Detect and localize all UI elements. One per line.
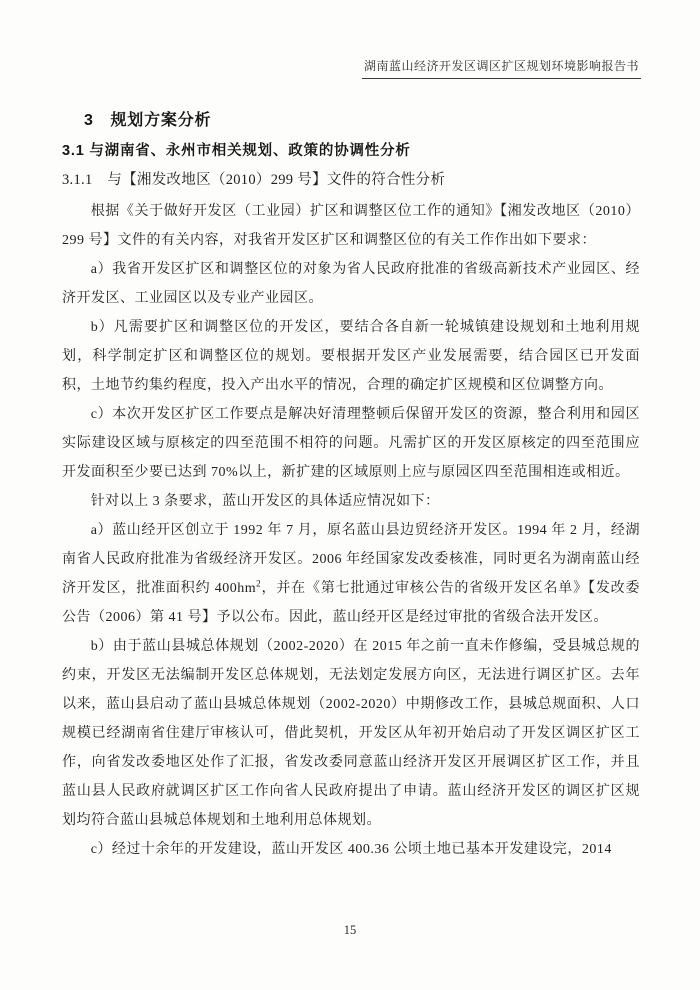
section-heading: 3 规划方案分析 (84, 112, 212, 129)
paragraph: 根据《关于做好开发区（工业园）扩区和调整区位工作的通知》【湘发改地区（2010）299 号】文件的有关内容，对我省开发区扩区和调整区位的有关工作作出如下要求： (62, 204, 640, 248)
paragraph-container (62, 197, 640, 864)
running-header (362, 57, 641, 79)
page-footer (0, 923, 700, 938)
running-header-title: 湖南蓝山经济开发区调区扩区规划环境影响报告书 (362, 57, 641, 79)
paragraph: b）凡需要扩区和调整区位的开发区，要结合各自新一轮城镇建设规划和土地利用规划，科学制定扩区和调整区位的规划。要根据开发区产业发展需要，结合园区已开发面积，土地节约集约程度，投入产出水平的情况，合理的确定扩区规模和区位调整方向。 (62, 320, 640, 393)
paragraph: c）经过十余年的开发建设，蓝山开发区 400.36 公顷土地已基本开发建设完，2014 (90, 842, 612, 857)
paragraph: c）本次开发区扩区工作要点是解决好清理整顿后保留开发区的资源，整合利用和园区实际建设区域与原核定的四至范围不相符的问题。凡需扩区的开发区原核定的四至范围应开发面积至少要已达到 70%以上，新扩建的区域原则上应与原园区四至范围相连或相近。 (62, 407, 640, 480)
document-body (62, 106, 640, 864)
paragraph: 针对以上 3 条要求，蓝山开发区的具体适应情况如下： (90, 494, 440, 509)
page-number: 15 (343, 923, 357, 937)
paragraph: a）我省开发区扩区和调整区位的对象为省人民政府批准的省级高新技术产业园区、经济开发区、工业园区以及专业产业园区。 (62, 262, 640, 306)
paragraph: a）蓝山经开区创立于 1992 年 7 月，原名蓝山县边贸经济开发区。1994 年 2 月，经湖南省人民政府批准为省级经济开发区。2006 年经国家发改委核准，同时更名为湖南蓝山经济开发区，批准面积约 $400hm^2$，并在《第七批通过审核公告的省级开发区名单》【发改委公告（2006）第 41 号】予以公布。因此，蓝山经开区是经过审批的省级合法开发区。 (62, 523, 640, 625)
paragraph: b）由于蓝山县城总体规划（2002-2020）在 2015 年之前一直未作修编，受县城总规的约束，开发区无法编制开发区总体规划，无法划定发展方向区，无法进行调区扩区。去年以来，蓝山县启动了蓝山县城总体规划（2002-2020）中期修改工作，县城总规面积、人口规模已经湖南省住建厅审核认可，借此契机，开发区从年初开始启动了开发区调区扩区工作，向省发改委地区处作了汇报，省发改委同意蓝山经济开发区开展调区扩区工作，并且蓝山县人民政府就调区扩区工作向省人民政府提出了申请。蓝山经济开发区的调区扩区规划均符合蓝山县城总体规划和土地利用总体规划。 (62, 639, 640, 828)
subsubsection-heading: 3.1.1 与【湘发改地区（2010）299 号】文件的符合性分析 (62, 172, 446, 188)
subsection-heading: 3.1 与湖南省、永州市相关规划、政策的协调性分析 (62, 143, 411, 159)
superscript: 2 (256, 578, 262, 589)
